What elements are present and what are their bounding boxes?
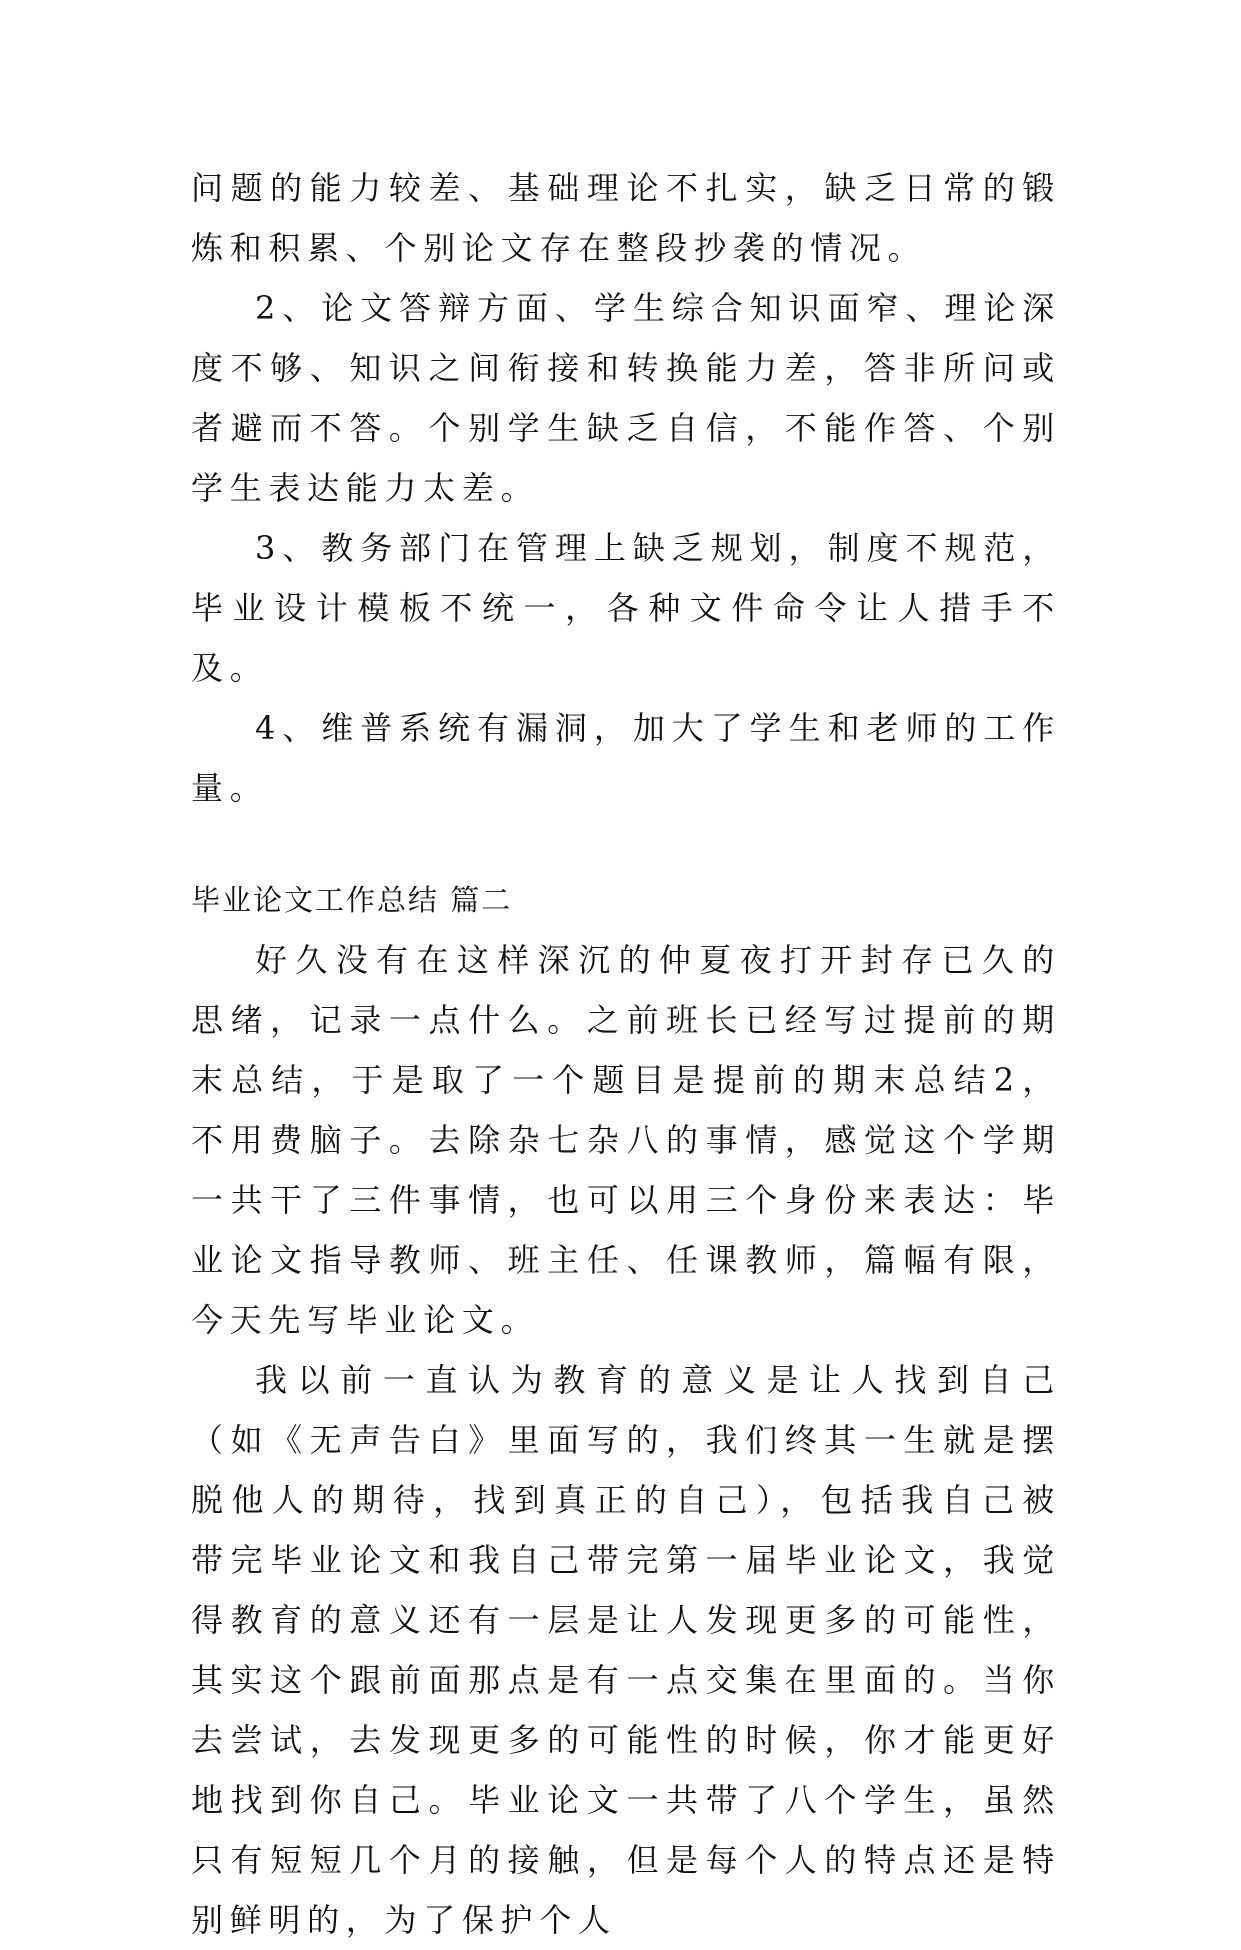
paragraph-section-intro: 好久没有在这样深沉的仲夏夜打开封存已久的思绪，记录一点什么。之前班长已经写过提前的期末总结，于是取了一个题目是提前的期末总结2，不用费脑子。去除杂七杂八的事情，感觉这个学期一共干了三件事情，也可以用三个身份来表达：毕业论文指导教师、班主任、任课教师，篇幅有限，今天先写毕业论文。	[191, 941, 1061, 1339]
paragraph-continuation: 问题的能力较差、基础理论不扎实，缺乏日常的锻炼和积累、个别论文存在整段抄袭的情况。	[191, 169, 1061, 267]
paragraph-item-4: 4、维普系统有漏洞，加大了学生和老师的工作量。	[191, 709, 1061, 807]
paragraph-education-meaning: 我以前一直认为教育的意义是让人找到自己（如《无声告白》里面写的，我们终其一生就是摆脱他人的期待，找到真正的自己），包括我自己被带完毕业论文和我自己带完第一届毕业论文，我觉得教育的意义还有一层是让人发现更多的可能性，其实这个跟前面那点是有一点交集在里面的。当你去尝试，去发现更多的可能性的时候，你才能更好地找到你自己。毕业论文一共带了八个学生，虽然只有短短几个月的接触，但是每个人的特点还是特别鲜明的，为了保护个人	[191, 1361, 1061, 1939]
document-body	[191, 158, 1061, 1950]
paragraph-item-3: 3、教务部门在管理上缺乏规划，制度不规范，毕业设计模板不统一，各种文件命令让人措手不及。	[191, 529, 1061, 687]
paragraph-item-2: 2、论文答辩方面、学生综合知识面窄、理论深度不够、知识之间衔接和转换能力差，答非所问或者避而不答。个别学生缺乏自信，不能作答、个别学生表达能力太差。	[191, 289, 1061, 507]
section-heading: 毕业论文工作总结 篇二	[191, 883, 513, 917]
